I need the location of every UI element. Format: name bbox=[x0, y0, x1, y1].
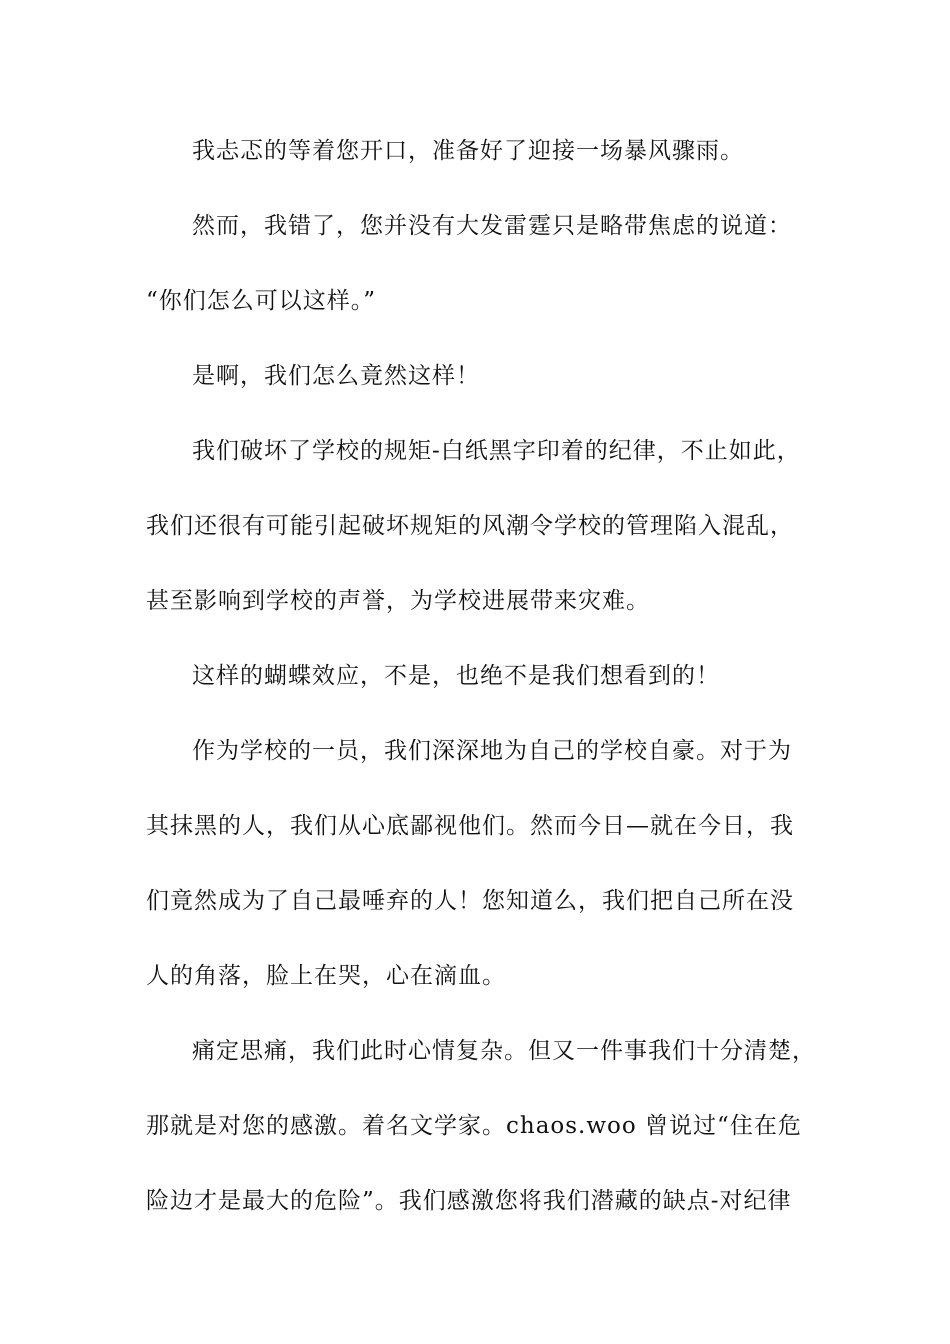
text-line: 痛定思痛，我们此时心情复杂。但又一件事我们十分清楚， bbox=[192, 1038, 816, 1064]
text-line: 我们破坏了学校的规矩-白纸黑字印着的纪律，不止如此， bbox=[192, 438, 801, 464]
text-line: 我们还很有可能引起破坏规矩的风潮令学校的管理陷入混乱， bbox=[146, 513, 794, 539]
text-line: 然而，我错了，您并没有大发雷霆只是略带焦虑的说道： bbox=[192, 213, 792, 239]
text-line: “你们怎么可以这样。” bbox=[146, 288, 377, 314]
text-line: 那就是对您的感激。着名文学家。chaos.woo 曾说过“住在危 bbox=[146, 1113, 802, 1139]
text-line: 是啊，我们怎么竟然这样！ bbox=[192, 363, 480, 389]
text-line: 们竟然成为了自己最唾弃的人！您知道么，我们把自己所在没 bbox=[146, 888, 794, 914]
text-line: 其抹黑的人，我们从心底鄙视他们。然而今日—就在今日，我 bbox=[146, 813, 794, 839]
text-line: 我忐忑的等着您开口，准备好了迎接一场暴风骤雨。 bbox=[192, 138, 744, 164]
text-line: 作为学校的一员，我们深深地为自己的学校自豪。对于为 bbox=[192, 738, 792, 764]
text-line: 人的角落，脸上在哭，心在滴血。 bbox=[146, 963, 506, 989]
text-line: 险边才是最大的危险”。我们感激您将我们潜藏的缺点-对纪律 bbox=[146, 1188, 792, 1214]
text-line: 甚至影响到学校的声誉，为学校进展带来灾难。 bbox=[146, 588, 650, 614]
text-line: 这样的蝴蝶效应，不是，也绝不是我们想看到的！ bbox=[192, 663, 720, 689]
